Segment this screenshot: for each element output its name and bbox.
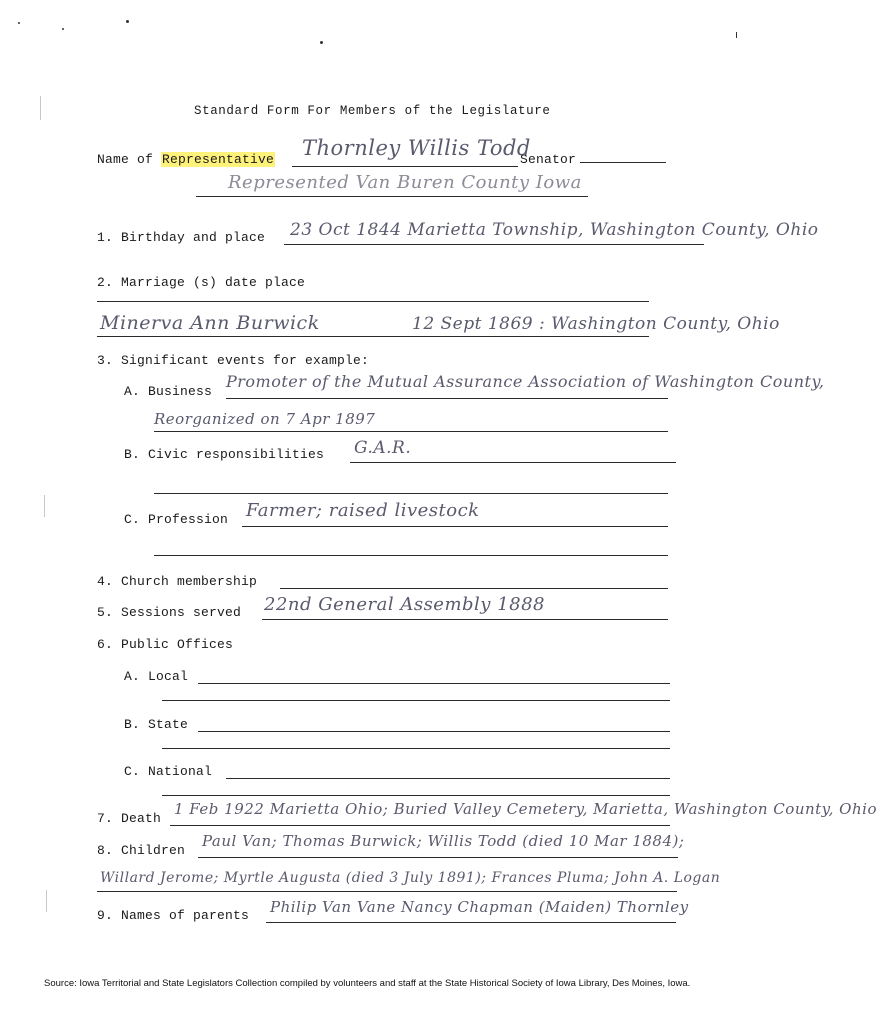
children-value-1: Paul Van; Thomas Burwick; Willis Todd (died 10 Mar 1884);: [202, 832, 685, 850]
business-underline-1: [226, 398, 668, 399]
death-value: 1 Feb 1922 Marietta Ohio; Buried Valley Cemetery, Marietta, Washington County, Ohio: [174, 800, 877, 818]
parents-underline: [266, 922, 676, 923]
name-label-prefix: Name of: [97, 152, 162, 167]
profession-label: C. Profession: [124, 512, 229, 527]
state-label: B. State: [124, 717, 189, 732]
profession-value: Farmer; raised livestock: [246, 500, 480, 521]
name-sub-value: Represented Van Buren County Iowa: [228, 172, 582, 193]
state-underline-1: [198, 731, 670, 732]
senator-underline: [580, 162, 666, 163]
name-value: Thornley Willis Todd: [302, 136, 531, 160]
church-label: 4. Church membership: [97, 574, 258, 589]
local-underline-2: [162, 700, 670, 701]
civic-underline-1: [350, 462, 676, 463]
scan-margin-mark: [44, 495, 45, 517]
local-label: A. Local: [124, 669, 189, 684]
scan-speck: [18, 22, 20, 24]
children-underline-1: [198, 857, 678, 858]
marriage-underline-2: [97, 336, 649, 337]
church-underline: [280, 588, 668, 589]
source-footer: Source: Iowa Territorial and State Legislators Collection compiled by volunteers and staff at the State Historical Society of Iowa Library, Des Moines, Iowa.: [44, 978, 691, 989]
marriage-underline-1: [97, 301, 649, 302]
death-underline: [170, 825, 670, 826]
scan-speck: [62, 28, 64, 30]
civic-label: B. Civic responsibilities: [124, 447, 325, 462]
sessions-value: 22nd General Assembly 1888: [264, 594, 546, 615]
scan-speck: [736, 32, 737, 38]
parents-label: 9. Names of parents: [97, 908, 250, 923]
children-underline-2: [97, 891, 677, 892]
children-value-2: Willard Jerome; Myrtle Augusta (died 3 July 1891); Frances Pluma; John A. Logan: [100, 870, 721, 886]
business-value-2: Reorganized on 7 Apr 1897: [154, 410, 376, 428]
senator-label: Senator: [520, 152, 577, 167]
profession-underline-1: [242, 526, 668, 527]
birthday-value: 23 Oct 1844 Marietta Township, Washington County, Ohio: [290, 220, 819, 240]
events-label: 3. Significant events for example:: [97, 353, 370, 368]
parents-value: Philip Van Vane Nancy Chapman (Maiden) Thornley: [270, 898, 689, 916]
name-underline: [292, 166, 518, 167]
business-label: A. Business: [124, 384, 213, 399]
form-title: Standard Form For Members of the Legislature: [194, 104, 551, 118]
scan-margin-mark: [40, 96, 41, 120]
children-label: 8. Children: [97, 843, 186, 858]
name-second-underline: [196, 196, 588, 197]
birthday-label: 1. Birthday and place: [97, 230, 266, 245]
civic-value: G.A.R.: [354, 438, 412, 458]
birthday-underline: [284, 244, 704, 245]
business-value-1: Promoter of the Mutual Assurance Association of Washington County,: [226, 372, 825, 391]
offices-label: 6. Public Offices: [97, 637, 234, 652]
death-label: 7. Death: [97, 811, 162, 826]
name-label: [97, 152, 275, 167]
marriage-spouse-value: Minerva Ann Burwick: [100, 312, 320, 334]
national-underline-1: [226, 778, 670, 779]
representative-highlight: Representative: [162, 152, 275, 167]
national-label: C. National: [124, 764, 213, 779]
state-underline-2: [162, 748, 670, 749]
business-underline-2: [154, 431, 668, 432]
scan-speck: [126, 20, 129, 23]
civic-underline-2: [154, 493, 668, 494]
scan-margin-mark: [46, 890, 47, 912]
sessions-label: 5. Sessions served: [97, 605, 242, 620]
marriage-label: 2. Marriage (s) date place: [97, 275, 306, 290]
profession-underline-2: [154, 555, 668, 556]
local-underline-1: [198, 683, 670, 684]
scan-speck: [320, 41, 323, 44]
sessions-underline: [262, 619, 668, 620]
marriage-date-place-value: 12 Sept 1869 : Washington County, Ohio: [412, 314, 780, 334]
national-underline-2: [162, 795, 670, 796]
